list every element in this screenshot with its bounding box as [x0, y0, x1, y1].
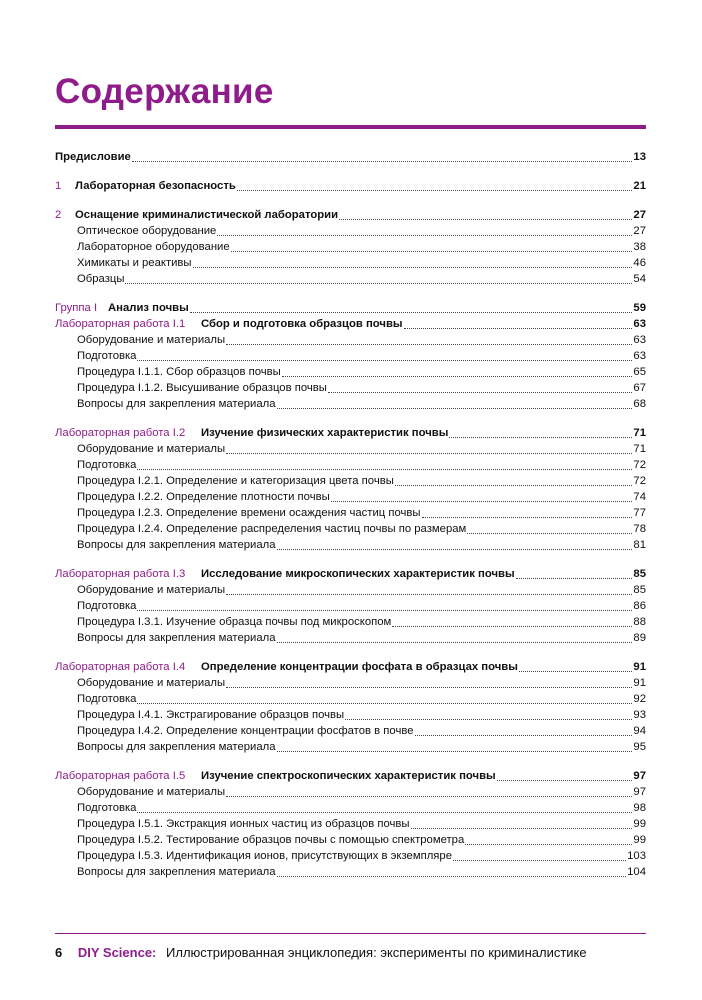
toc-page-number: 92: [633, 693, 646, 705]
toc-dot-leader: [226, 594, 632, 595]
toc-entry-sub[interactable]: [55, 707, 646, 723]
footer-brand: DIY Science:: [77, 945, 157, 960]
toc-dot-leader: [193, 267, 633, 268]
toc-chapter-number: 1: [55, 180, 62, 192]
toc-entry-sub[interactable]: [55, 239, 646, 255]
toc-entry-label: Вопросы для закрепления материала: [77, 741, 276, 753]
toc-entry-sub[interactable]: [55, 800, 646, 816]
toc-entry-sub[interactable]: [55, 457, 646, 473]
toc-entry-prefix: Группа I: [55, 302, 98, 314]
toc-entry-sub[interactable]: [55, 848, 646, 864]
toc-entry-label: Процедура I.2.4. Определение распределения частиц почвы по размерам: [77, 523, 467, 535]
toc-page-number: 85: [633, 568, 646, 580]
toc-entry-sub[interactable]: [55, 332, 646, 348]
toc-dot-leader: [395, 485, 633, 486]
toc-entry-label: Процедура I.1.1. Сбор образцов почвы: [77, 366, 281, 378]
toc-entry-sub[interactable]: [55, 364, 646, 380]
toc-dot-leader: [137, 703, 632, 704]
toc-dot-leader: [516, 578, 633, 579]
toc-entry-sub[interactable]: [55, 739, 646, 755]
footer-subtitle: Иллюстрированная энциклопедия: эксперименты по криминалистике: [166, 945, 587, 960]
toc-dot-leader: [415, 735, 633, 736]
toc-entry-sub[interactable]: [55, 255, 646, 271]
toc-dot-leader: [137, 610, 632, 611]
toc-dot-leader: [277, 876, 627, 877]
toc-page-number: 13: [633, 151, 646, 163]
toc-dot-leader: [226, 687, 632, 688]
toc-entry-lab[interactable]: [55, 566, 646, 582]
toc-entry-sub[interactable]: [55, 675, 646, 691]
toc-page-number: 97: [633, 770, 646, 782]
toc-page-number: 59: [633, 302, 646, 314]
toc-entry-prefix: Лабораторная работа I.5: [55, 770, 186, 782]
toc-dot-leader: [392, 626, 632, 627]
toc-entry-label: Определение концентрации фосфата в образцах почвы: [201, 661, 518, 673]
toc-entry-sub[interactable]: [55, 396, 646, 412]
toc-page-number: 38: [633, 241, 646, 253]
toc-entry-chapter[interactable]: [55, 178, 646, 194]
toc-entry-label: Оснащение криминалистической лаборатории: [75, 209, 339, 221]
toc-page-number: 77: [633, 507, 646, 519]
toc-page-number: 97: [633, 786, 646, 798]
toc-page-number: 98: [633, 802, 646, 814]
toc-chapter-number: 2: [55, 209, 62, 221]
toc-entry-lab[interactable]: [55, 768, 646, 784]
toc-entry-label: Процедура I.4.2. Определение концентрации фосфатов в почве: [77, 725, 414, 737]
toc-dot-leader: [137, 469, 632, 470]
toc-page-number: 85: [633, 584, 646, 596]
toc-entry-sub[interactable]: [55, 271, 646, 287]
toc-page-number: 99: [633, 834, 646, 846]
toc-entry-label: Процедура I.1.2. Высушивание образцов почвы: [77, 382, 327, 394]
toc-gap: [55, 287, 646, 300]
toc-entry-sub[interactable]: [55, 816, 646, 832]
toc-entry-label: Оборудование и материалы: [77, 786, 226, 798]
toc-dot-leader: [282, 376, 633, 377]
toc-dot-leader: [411, 828, 633, 829]
toc-entry-label: Образцы: [77, 273, 125, 285]
table-of-contents: [55, 149, 646, 880]
toc-gap: [55, 194, 646, 207]
toc-entry-sub[interactable]: [55, 723, 646, 739]
toc-dot-leader: [226, 796, 632, 797]
toc-entry-sub[interactable]: [55, 505, 646, 521]
toc-entry-label: Оборудование и материалы: [77, 584, 226, 596]
toc-page-number: 71: [633, 443, 646, 455]
toc-entry-label: Вопросы для закрепления материала: [77, 539, 276, 551]
toc-entry-prefix: Лабораторная работа I.3: [55, 568, 186, 580]
toc-page-number: 74: [633, 491, 646, 503]
toc-dot-leader: [345, 719, 632, 720]
toc-entry-prefix: Лабораторная работа I.2: [55, 427, 186, 439]
toc-gap: [55, 412, 646, 425]
toc-page-number: 81: [633, 539, 646, 551]
toc-entry-label: Оптическое оборудование: [77, 225, 217, 237]
toc-gap: [55, 165, 646, 178]
toc-entry-label: Оборудование и материалы: [77, 677, 226, 689]
toc-entry-label: Вопросы для закрепления материала: [77, 866, 276, 878]
toc-entry-label: Оборудование и материалы: [77, 443, 226, 455]
toc-dot-leader: [125, 283, 632, 284]
toc-page-number: 86: [633, 600, 646, 612]
toc-page-number: 78: [633, 523, 646, 535]
toc-entry-label: Вопросы для закрепления материала: [77, 632, 276, 644]
toc-dot-leader: [277, 642, 633, 643]
toc-page-number: 72: [633, 459, 646, 471]
toc-entry-label: Лабораторная безопасность: [75, 180, 236, 192]
toc-entry-sub[interactable]: [55, 832, 646, 848]
toc-entry-sub[interactable]: [55, 614, 646, 630]
toc-page-number: 46: [633, 257, 646, 269]
toc-dot-leader: [277, 751, 633, 752]
toc-entry-top[interactable]: [55, 149, 646, 165]
toc-dot-leader: [404, 328, 633, 329]
title-divider: [55, 125, 646, 129]
toc-page-number: 68: [633, 398, 646, 410]
toc-entry-label: Процедура I.2.1. Определение и категоризация цвета почвы: [77, 475, 394, 487]
toc-dot-leader: [226, 453, 632, 454]
toc-dot-leader: [328, 392, 633, 393]
toc-entry-label: Подготовка: [77, 350, 137, 362]
toc-entry-label: Оборудование и материалы: [77, 334, 226, 346]
toc-entry-label: Процедура I.5.1. Экстракция ионных частиц из образцов почвы: [77, 818, 410, 830]
toc-entry-label: Предисловие: [55, 151, 131, 163]
toc-gap: [55, 755, 646, 768]
toc-entry-sub[interactable]: [55, 348, 646, 364]
toc-entry-group[interactable]: [55, 300, 646, 316]
toc-entry-prefix: Лабораторная работа I.1: [55, 318, 186, 330]
toc-dot-leader: [190, 312, 633, 313]
toc-dot-leader: [137, 360, 632, 361]
footer-divider: [55, 933, 646, 934]
toc-page-number: 72: [633, 475, 646, 487]
toc-page-number: 27: [633, 225, 646, 237]
toc-dot-leader: [277, 408, 633, 409]
toc-dot-leader: [497, 780, 633, 781]
toc-entry-label: Подготовка: [77, 459, 137, 471]
toc-page-number: 27: [633, 209, 646, 221]
toc-page-number: 71: [633, 427, 646, 439]
page-title: Содержание: [55, 72, 274, 111]
toc-entry-sub[interactable]: [55, 521, 646, 537]
toc-page-number: 95: [633, 741, 646, 753]
toc-entry-lab[interactable]: [55, 659, 646, 675]
toc-entry-label: Процедура I.2.2. Определение плотности почвы: [77, 491, 330, 503]
toc-page-number: 89: [633, 632, 646, 644]
toc-page-number: 88: [633, 616, 646, 628]
toc-gap: [55, 553, 646, 566]
toc-page-number: 63: [633, 334, 646, 346]
toc-entry-chapter[interactable]: [55, 207, 646, 223]
toc-entry-label: Исследование микроскопических характеристик почвы: [201, 568, 515, 580]
toc-page-number: 65: [633, 366, 646, 378]
toc-dot-leader: [137, 812, 632, 813]
toc-entry-label: Химикаты и реактивы: [77, 257, 192, 269]
toc-entry-sub[interactable]: [55, 537, 646, 553]
toc-entry-label: Изучение спектроскопических характеристик почвы: [201, 770, 496, 782]
toc-entry-label: Процедура I.4.1. Экстрагирование образцов почвы: [77, 709, 345, 721]
toc-entry-label: Лабораторное оборудование: [77, 241, 230, 253]
toc-entry-lab[interactable]: [55, 316, 646, 332]
toc-dot-leader: [277, 549, 633, 550]
toc-entry-sub[interactable]: [55, 473, 646, 489]
page-footer: [55, 945, 587, 960]
toc-page-number: 103: [627, 850, 646, 862]
toc-dot-leader: [519, 671, 633, 672]
toc-entry-sub[interactable]: [55, 582, 646, 598]
toc-entry-prefix: Лабораторная работа I.4: [55, 661, 186, 673]
toc-entry-sub[interactable]: [55, 784, 646, 800]
toc-entry-label: Анализ почвы: [108, 302, 189, 314]
toc-entry-label: Подготовка: [77, 600, 137, 612]
toc-entry-label: Процедура I.2.3. Определение времени осаждения частиц почвы: [77, 507, 421, 519]
footer-page-number: 6: [55, 945, 63, 960]
toc-entry-sub[interactable]: [55, 864, 646, 880]
toc-dot-leader: [467, 533, 632, 534]
toc-page-number: 21: [633, 180, 646, 192]
toc-page-number: 54: [633, 273, 646, 285]
toc-page-number: 91: [633, 677, 646, 689]
toc-entry-label: Подготовка: [77, 802, 137, 814]
toc-page-number: 63: [633, 318, 646, 330]
toc-dot-leader: [237, 190, 633, 191]
toc-entry-sub[interactable]: [55, 380, 646, 396]
toc-entry-sub[interactable]: [55, 598, 646, 614]
toc-entry-label: Процедура I.5.3. Идентификация ионов, присутствующих в экземпляре: [77, 850, 452, 862]
toc-entry-sub[interactable]: [55, 489, 646, 505]
toc-dot-leader: [217, 235, 632, 236]
toc-entry-label: Изучение физических характеристик почвы: [201, 427, 449, 439]
toc-page-number: 94: [633, 725, 646, 737]
toc-dot-leader: [231, 251, 633, 252]
toc-dot-leader: [331, 501, 633, 502]
toc-dot-leader: [453, 860, 626, 861]
toc-page-number: 93: [633, 709, 646, 721]
toc-page-number: 63: [633, 350, 646, 362]
toc-entry-sub[interactable]: [55, 691, 646, 707]
toc-entry-sub[interactable]: [55, 441, 646, 457]
toc-page-number: 104: [627, 866, 646, 878]
toc-entry-label: Подготовка: [77, 693, 137, 705]
toc-entry-label: Вопросы для закрепления материала: [77, 398, 276, 410]
toc-dot-leader: [422, 517, 633, 518]
toc-entry-sub[interactable]: [55, 223, 646, 239]
toc-dot-leader: [465, 844, 632, 845]
toc-page-number: 91: [633, 661, 646, 673]
toc-page-number: 67: [633, 382, 646, 394]
toc-entry-sub[interactable]: [55, 630, 646, 646]
toc-page-number: 99: [633, 818, 646, 830]
toc-dot-leader: [132, 161, 633, 162]
toc-entry-label: Процедура I.5.2. Тестирование образцов почвы с помощью спектрометра: [77, 834, 465, 846]
toc-entry-label: Сбор и подготовка образцов почвы: [201, 318, 403, 330]
toc-dot-leader: [226, 344, 632, 345]
toc-dot-leader: [449, 437, 632, 438]
toc-dot-leader: [339, 219, 632, 220]
toc-gap: [55, 646, 646, 659]
toc-entry-label: Процедура I.3.1. Изучение образца почвы под микроскопом: [77, 616, 392, 628]
toc-entry-lab[interactable]: [55, 425, 646, 441]
